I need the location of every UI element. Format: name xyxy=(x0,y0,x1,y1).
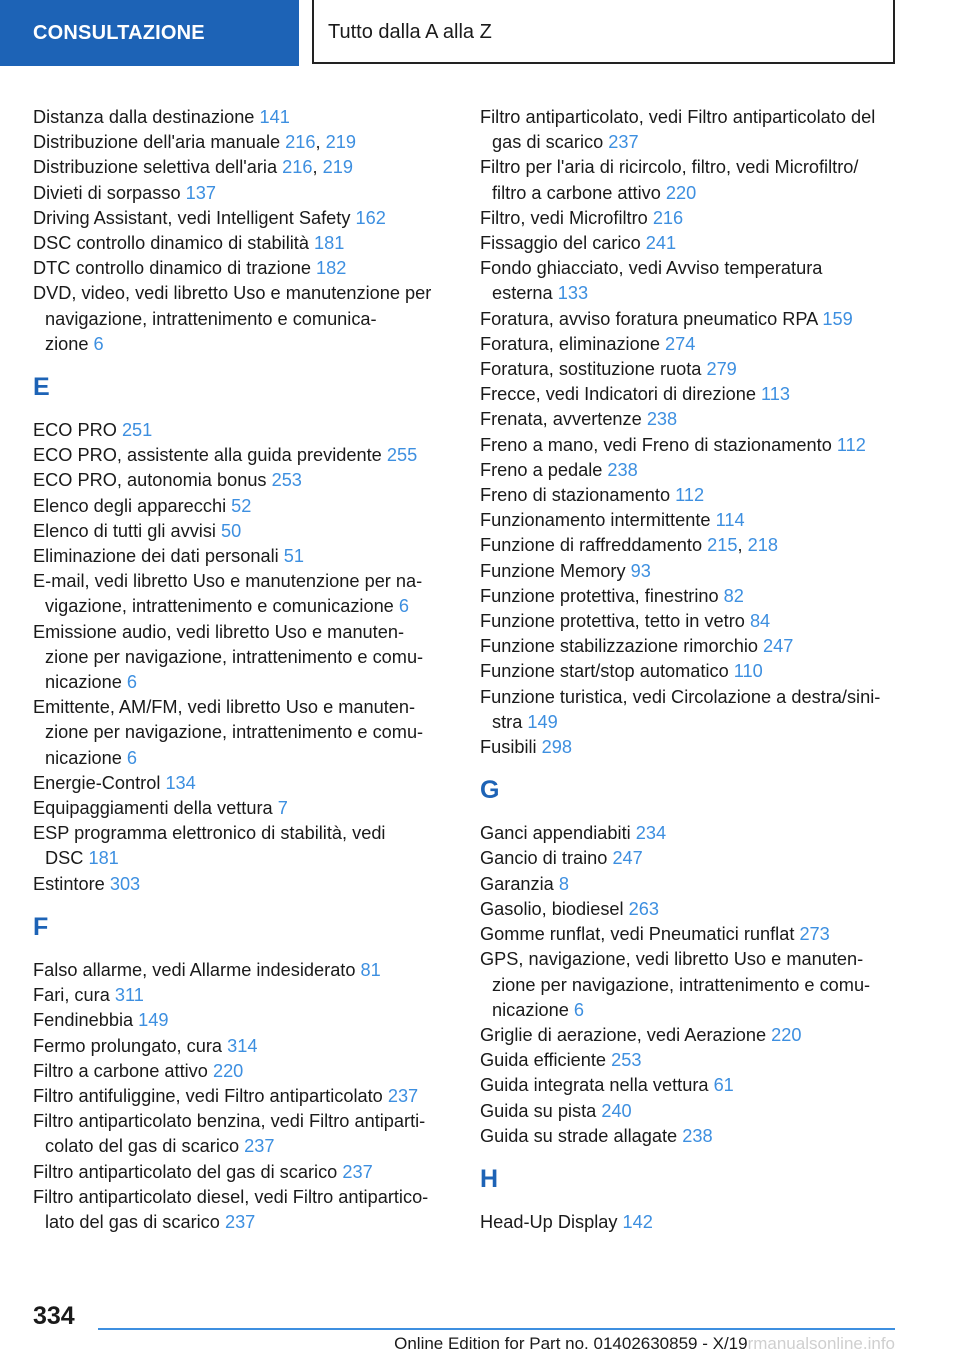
page-reference-link[interactable]: 238 xyxy=(607,459,638,480)
index-entry xyxy=(480,508,900,533)
page-reference-link[interactable]: 237 xyxy=(342,1161,373,1182)
page-reference-link[interactable]: 237 xyxy=(224,1211,256,1232)
index-entry-text: DTC controllo dinamico di trazione xyxy=(33,258,317,279)
index-entry-text: Eliminazione dei dati personali xyxy=(33,546,284,567)
index-entry xyxy=(480,634,900,659)
index-entry xyxy=(480,357,900,382)
index-letter-heading: G xyxy=(480,776,500,805)
index-entry-text: Filtro antifuliggine, vedi Filtro antiparticolato xyxy=(33,1085,388,1106)
index-entry: Funzione di raffreddamento 215, 218 xyxy=(480,535,778,556)
page-reference-link[interactable]: 215 xyxy=(707,535,738,556)
index-entry-text: Griglie di aerazione, vedi Aerazione xyxy=(480,1024,772,1045)
index-entry xyxy=(480,483,900,508)
index-entry xyxy=(480,609,900,634)
index-letter-heading: H xyxy=(480,1164,499,1193)
index-entry-text: Filtro per l'aria di ricircolo, filtro, vedi Microfiltro/ filtro a carbone attivo xyxy=(480,157,859,203)
page-reference-link[interactable]: 251 xyxy=(121,420,153,441)
index-entry xyxy=(33,1185,453,1235)
index-entry xyxy=(480,1073,900,1098)
index-entry xyxy=(33,796,453,821)
index-entry xyxy=(33,620,453,696)
index-entry-text: Funzione di raffreddamento xyxy=(480,535,708,556)
page-reference-link[interactable]: 219 xyxy=(322,157,353,178)
page-reference-link[interactable]: 241 xyxy=(645,233,677,254)
index-entry xyxy=(480,458,900,483)
index-entry-text: Fusibili xyxy=(480,737,542,758)
index-entry xyxy=(33,1034,453,1059)
index-entry-text: Frenata, avvertenze xyxy=(480,409,647,430)
index-entry xyxy=(33,695,453,771)
index-entry xyxy=(480,433,900,458)
index-entry xyxy=(33,494,453,519)
index-entry-text: Freno a mano, vedi Freno di stazionamento xyxy=(480,434,837,455)
index-entry-text: Filtro, vedi Microfiltro xyxy=(480,207,653,228)
index-entry xyxy=(33,872,453,897)
page-reference-link[interactable]: 263 xyxy=(628,898,659,919)
index-entry-text: DVD, video, vedi libretto Uso e manutenzione per navigazione, intrattenimento e comunica- zione xyxy=(33,283,432,354)
page-reference-link[interactable]: 253 xyxy=(611,1050,642,1071)
edition-text: Online Edition for Part no. 01402630859 - X/19 xyxy=(394,1334,748,1353)
index-entry-text: Funzione protettiva, finestrino xyxy=(480,585,724,606)
page-reference-link[interactable]: 237 xyxy=(387,1085,419,1106)
index-entry xyxy=(33,958,453,983)
page-reference-link[interactable]: 6 xyxy=(93,333,104,354)
page-reference-link[interactable]: 137 xyxy=(185,182,216,203)
index-entry xyxy=(33,1084,453,1109)
index-entry-text: ECO PRO xyxy=(33,420,122,441)
index-entry xyxy=(33,1059,453,1084)
index-entry-text: Fari, cura xyxy=(33,985,115,1006)
page-reference-link[interactable]: 112 xyxy=(675,485,705,506)
page-header xyxy=(0,0,960,66)
index-entry xyxy=(480,659,900,684)
page-reference-link[interactable]: 247 xyxy=(612,848,643,869)
index-entry xyxy=(480,332,900,357)
index-entry xyxy=(33,443,453,468)
page-reference-link[interactable]: 52 xyxy=(231,495,252,516)
index-entry-text: Emittente, AM/FM, vedi libretto Uso e manuten- zione per navigazione, intrattenimento e comu- nicazione xyxy=(33,697,424,768)
index-entry xyxy=(33,1109,453,1159)
page-reference-link[interactable]: 216 xyxy=(652,207,684,228)
page-reference-link[interactable]: 81 xyxy=(360,959,381,980)
page-reference-link[interactable]: 51 xyxy=(283,546,304,567)
index-entry xyxy=(33,418,453,443)
index-entry xyxy=(480,1124,900,1149)
section-tab: CONSULTAZIONE xyxy=(0,0,299,66)
index-entry xyxy=(480,1048,900,1073)
page-reference-link[interactable]: 162 xyxy=(355,207,386,228)
index-entry-text: GPS, navigazione, vedi libretto Uso e manuten- zione per navigazione, intrattenimento e comu- nicazione xyxy=(480,949,871,1020)
index-entry-text: Falso allarme, vedi Allarme indesiderato xyxy=(33,959,361,980)
page-reference-link[interactable]: 8 xyxy=(558,873,569,894)
index-entry xyxy=(480,382,900,407)
index-entry-text: Filtro antiparticolato, vedi Filtro antiparticolato del gas di scarico xyxy=(480,107,876,153)
index-entry-text: Gancio di traino xyxy=(480,848,613,869)
page-reference-link[interactable]: 182 xyxy=(316,258,347,279)
page-reference-link[interactable]: 181 xyxy=(88,848,119,869)
index-entry-text: Energie-Control xyxy=(33,772,166,793)
index-entry-text: Distanza dalla destinazione xyxy=(33,107,260,127)
page-reference-link[interactable]: 311 xyxy=(114,985,144,1006)
index-entry xyxy=(33,771,453,796)
index-entry-text: Filtro antiparticolato diesel, vedi Filtro antipartico- lato del gas di scarico xyxy=(33,1186,429,1232)
page-reference-link[interactable]: 220 xyxy=(665,182,697,203)
page-reference-link[interactable]: 133 xyxy=(557,283,589,304)
index-entry: Distribuzione dell'aria manuale 216, 219 xyxy=(33,132,356,153)
page-reference-link[interactable]: 181 xyxy=(314,233,345,254)
index-entry xyxy=(480,407,900,432)
index-entry-text: Fissaggio del carico xyxy=(480,233,646,254)
index-entry xyxy=(480,1023,900,1048)
index-entry xyxy=(33,231,453,256)
index-entry-text: Garanzia xyxy=(480,873,559,894)
page-reference-link[interactable]: 255 xyxy=(386,445,418,466)
index-entry xyxy=(480,231,900,256)
index-entry xyxy=(33,256,453,281)
index-letter-heading: E xyxy=(33,373,50,402)
index-entry xyxy=(480,897,900,922)
index-entry-text: Foratura, avviso foratura pneumatico RPA xyxy=(480,308,823,329)
index-entry-text: Foratura, sostituzione ruota xyxy=(480,359,707,380)
page-reference-link[interactable]: 149 xyxy=(527,711,558,732)
index-entry-text: Guida efficiente xyxy=(480,1050,612,1071)
index-entry-text: Funzionamento intermittente xyxy=(480,510,716,531)
page-reference-link[interactable]: 6 xyxy=(126,672,138,693)
index-entry-text: ESP programma elettronico di stabilità, vedi DSC xyxy=(33,823,386,869)
page-reference-link[interactable]: 7 xyxy=(277,798,288,819)
index-entry xyxy=(480,846,900,871)
index-entry xyxy=(33,569,453,619)
page-reference-link[interactable]: 237 xyxy=(244,1136,275,1157)
index-entry-text: Funzione stabilizzazione rimorchio xyxy=(480,636,764,657)
index-entry xyxy=(480,872,900,897)
page-reference-link[interactable]: 238 xyxy=(646,409,678,430)
page-reference-link[interactable]: 159 xyxy=(822,308,853,329)
index-entry xyxy=(480,155,900,205)
index-entry xyxy=(480,105,900,155)
index-entry xyxy=(480,947,900,1023)
page-reference-link[interactable]: 142 xyxy=(622,1211,653,1232)
index-entry xyxy=(33,206,453,231)
page-reference-link[interactable]: 112 xyxy=(836,434,866,455)
index-entry xyxy=(480,735,900,760)
footer-divider xyxy=(98,1328,895,1330)
page-reference-link[interactable]: 237 xyxy=(608,132,639,153)
page-reference-link[interactable]: 141 xyxy=(259,107,290,127)
index-entry-text: Funzione turistica, vedi Circolazione a destra/sini- stra xyxy=(480,686,881,732)
page-reference-link[interactable]: 234 xyxy=(635,823,667,844)
index-entry-text: Fendinebbia xyxy=(33,1010,139,1031)
index-entry-text: Funzione protettiva, tetto in vetro xyxy=(480,611,750,632)
page-reference-link[interactable]: 110 xyxy=(733,661,763,682)
page-reference-link[interactable]: 274 xyxy=(665,333,696,354)
index-entry-text: Divieti di sorpasso xyxy=(33,182,186,203)
page-reference-link[interactable]: 247 xyxy=(763,636,794,657)
index-entry xyxy=(33,821,453,871)
index-entry-text: Fermo prolungato, cura xyxy=(33,1035,228,1056)
page-reference-link[interactable]: 303 xyxy=(109,873,141,894)
index-entry-text: Filtro a carbone attivo xyxy=(33,1060,213,1081)
page-reference-link[interactable]: 273 xyxy=(799,924,830,945)
index-entry xyxy=(33,983,453,1008)
index-entry-text: Freno di stazionamento xyxy=(480,485,676,506)
page-reference-link[interactable]: 218 xyxy=(747,535,778,556)
index-entry xyxy=(480,685,900,735)
page-reference-link[interactable]: 134 xyxy=(165,772,196,793)
index-entry-text: Funzione start/stop automatico xyxy=(480,661,734,682)
page-reference-link[interactable]: 220 xyxy=(212,1060,244,1081)
index-entry xyxy=(480,559,900,584)
index-entry xyxy=(33,181,453,206)
page-reference-link[interactable]: 253 xyxy=(271,470,302,491)
page-reference-link[interactable]: 279 xyxy=(706,359,737,380)
index-entry-text: ECO PRO, autonomia bonus xyxy=(33,470,272,491)
index-entry-text: Fondo ghiacciato, vedi Avviso temperatura esterna xyxy=(480,258,823,304)
index-entry xyxy=(33,281,453,357)
page-number: 334 xyxy=(33,1302,75,1330)
index-entry xyxy=(33,519,453,544)
index-entry-text: Guida su strade allagate xyxy=(480,1125,683,1146)
index-entry xyxy=(33,105,453,130)
page-reference-link[interactable]: 50 xyxy=(221,520,242,541)
index-entry-text: Guida integrata nella vettura xyxy=(480,1075,714,1096)
index-entry-text: Foratura, eliminazione xyxy=(480,333,665,354)
index-entry-text: Equipaggiamenti della vettura xyxy=(33,798,278,819)
index-entry xyxy=(480,584,900,609)
index-entry-text: Gomme runflat, vedi Pneumatici runflat xyxy=(480,924,800,945)
index-entry-text: Elenco degli apparecchi xyxy=(33,495,232,516)
index-entry xyxy=(480,256,900,306)
index-entry xyxy=(33,544,453,569)
page-reference-link[interactable]: 114 xyxy=(715,510,745,531)
page-reference-link[interactable]: 6 xyxy=(126,747,138,768)
index-entry xyxy=(480,1099,900,1124)
index-entry-text: Guida su pista xyxy=(480,1100,602,1121)
footer-edition xyxy=(0,1334,895,1354)
index-entry-text: Ganci appendiabiti xyxy=(480,823,636,844)
index-entry xyxy=(33,1160,453,1185)
page-reference-link[interactable]: 220 xyxy=(771,1024,802,1045)
page-reference-link[interactable]: 6 xyxy=(398,596,409,617)
index-entry-text: Elenco di tutti gli avvisi xyxy=(33,520,222,541)
index-entry-text: ECO PRO, assistente alla guida previdente xyxy=(33,445,387,466)
page-reference-link[interactable]: 149 xyxy=(138,1010,169,1031)
page-reference-link[interactable]: 314 xyxy=(227,1035,258,1056)
index-entry-text: Frecce, vedi Indicatori di direzione xyxy=(480,384,762,405)
index-entry xyxy=(33,468,453,493)
index-entry-text: Distribuzione selettiva dell'aria xyxy=(33,157,283,178)
index-entry-text: Driving Assistant, vedi Intelligent Safety xyxy=(33,207,356,228)
index-entry-text: Freno a pedale xyxy=(480,459,608,480)
index-column-right xyxy=(480,105,900,1235)
index-entry-text: Head-Up Display xyxy=(480,1211,623,1232)
page-reference-link[interactable]: 219 xyxy=(325,132,356,153)
page-reference-link[interactable]: 238 xyxy=(682,1125,713,1146)
index-entry-text: Estintore xyxy=(33,873,110,894)
index-entry xyxy=(480,1210,900,1235)
chapter-title: Tutto dalla A alla Z xyxy=(312,0,895,64)
index-entry xyxy=(480,922,900,947)
page-reference-link[interactable]: 113 xyxy=(761,384,791,405)
index-entry-text: Gasolio, biodiesel xyxy=(480,898,629,919)
index-entry xyxy=(480,206,900,231)
watermark-text: rmanualsonline.info xyxy=(747,1334,895,1353)
page-reference-link[interactable]: 216 xyxy=(282,157,313,178)
page-reference-link[interactable]: 93 xyxy=(630,560,651,581)
index-entry-text: E-mail, vedi libretto Uso e manutenzione per na- vigazione, intrattenimento e comunicazione xyxy=(33,571,423,617)
index-entry-text: Distribuzione dell'aria manuale xyxy=(33,132,286,153)
index-letter-heading: F xyxy=(33,912,49,941)
index-entry-text: DSC controllo dinamico di stabilità xyxy=(33,233,315,254)
index-entry-text: Funzione Memory xyxy=(480,560,631,581)
page-reference-link[interactable]: 82 xyxy=(723,585,744,606)
page-reference-link[interactable]: 240 xyxy=(601,1100,632,1121)
index-entry xyxy=(480,307,900,332)
page-reference-link[interactable]: 216 xyxy=(285,132,316,153)
page-reference-link[interactable]: 61 xyxy=(713,1075,734,1096)
index-entry xyxy=(33,1008,453,1033)
page-reference-link[interactable]: 298 xyxy=(541,737,573,758)
page-reference-link[interactable]: 6 xyxy=(573,999,585,1020)
index-entry-text: Filtro antiparticolato benzina, vedi Filtro antiparti- colato del gas di scarico xyxy=(33,1111,426,1157)
page-reference-link[interactable]: 84 xyxy=(749,611,771,632)
index-entry xyxy=(480,821,900,846)
index-entry: Distribuzione selettiva dell'aria 216, 219 xyxy=(33,157,353,178)
index-column-left xyxy=(33,105,453,1235)
index-entry-text: Emissione audio, vedi libretto Uso e manuten- zione per navigazione, intrattenimento e comu- nicazione xyxy=(33,621,424,693)
index-entry-text: Filtro antiparticolato del gas di scarico xyxy=(33,1161,343,1182)
